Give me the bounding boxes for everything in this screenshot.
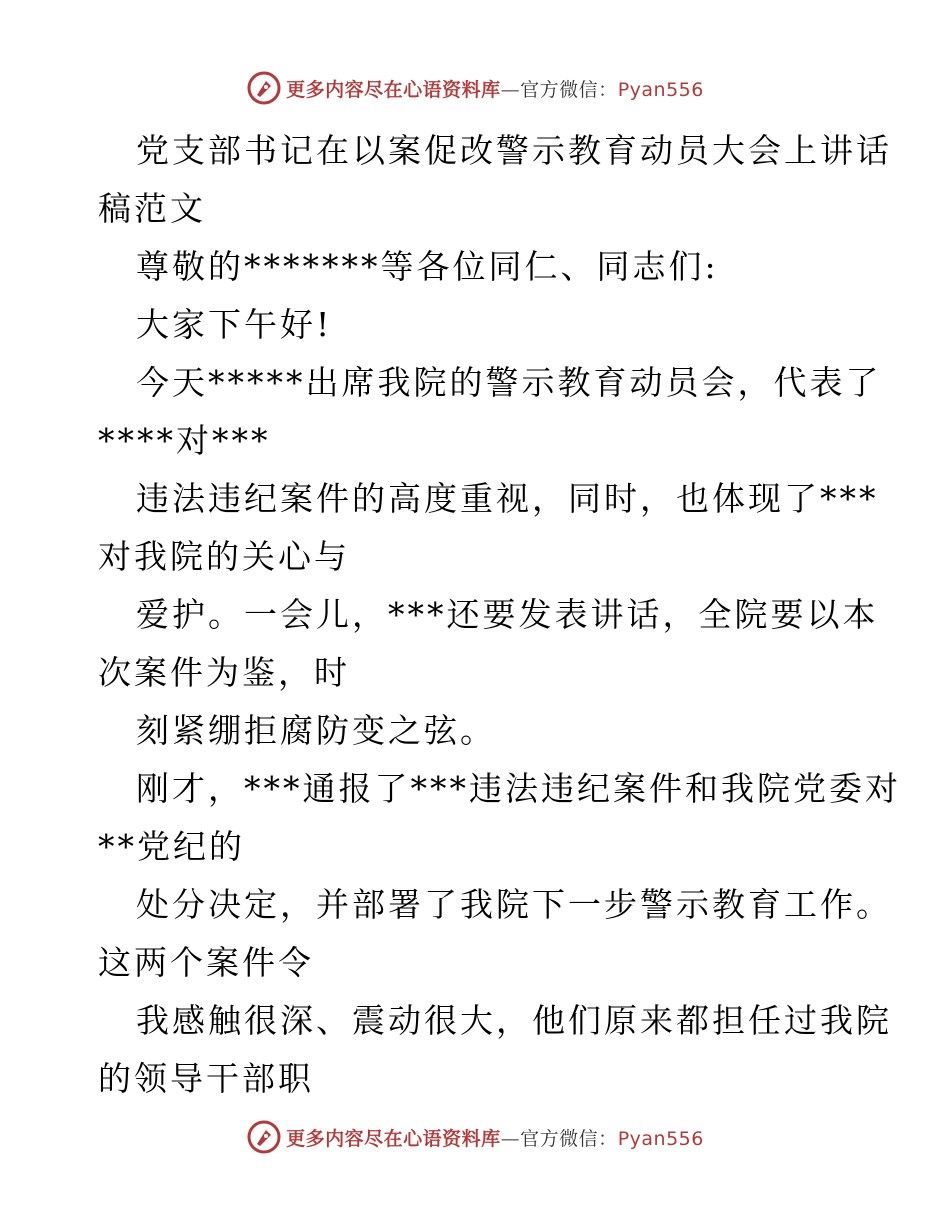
- paragraph-line: ****对***: [98, 421, 271, 460]
- salutation: 尊敬的*******等各位同仁、同志们:: [136, 247, 719, 286]
- footer-dash: —: [500, 1127, 521, 1150]
- paragraph-line: 次案件为鉴，时: [98, 653, 350, 692]
- paragraph-line: 今天*****出席我院的警示教育动员会，代表了: [136, 363, 882, 402]
- paragraph-line: 违法违纪案件的高度重视，同时，也体现了***: [136, 479, 879, 518]
- footer-wechat-label: 官方微信：: [520, 1127, 618, 1150]
- footer-wechat-id: Pyan556: [617, 1127, 704, 1150]
- footer-site-name: 更多内容尽在心语资料库: [286, 1127, 501, 1150]
- paragraph-line: 我感触很深、震动很大，他们原来都担任过我院: [136, 1001, 892, 1040]
- title-line-2: 稿范文: [98, 189, 206, 228]
- paragraph-line: **党纪的: [98, 827, 245, 866]
- header-site-name: 更多内容尽在心语资料库: [286, 78, 501, 101]
- paragraph-line: 刚才，***通报了***违法违纪案件和我院党委对: [136, 769, 901, 808]
- header-wechat-label: 官方微信：: [520, 78, 618, 101]
- pen-nib-logo-icon: [246, 1119, 282, 1155]
- footer-banner: [0, 1119, 950, 1155]
- paragraph-line: 的领导干部职: [98, 1059, 314, 1098]
- title-line-1: 党支部书记在以案促改警示教育动员大会上讲话: [136, 131, 892, 170]
- document-body: [98, 122, 901, 1108]
- paragraph-line: 刻紧绷拒腐防变之弦。: [136, 711, 496, 750]
- header-banner: [0, 70, 950, 106]
- pen-nib-logo-icon: [246, 70, 282, 106]
- header-dash: —: [500, 78, 521, 101]
- paragraph-line: 对我院的关心与: [98, 537, 350, 576]
- paragraph-line: 这两个案件令: [98, 943, 314, 982]
- greeting: 大家下午好!: [136, 305, 333, 344]
- header-wechat-id: Pyan556: [617, 78, 704, 101]
- paragraph-line: 处分决定，并部署了我院下一步警示教育工作。: [136, 885, 892, 924]
- paragraph-line: 爱护。一会儿，***还要发表讲话，全院要以本: [136, 595, 879, 634]
